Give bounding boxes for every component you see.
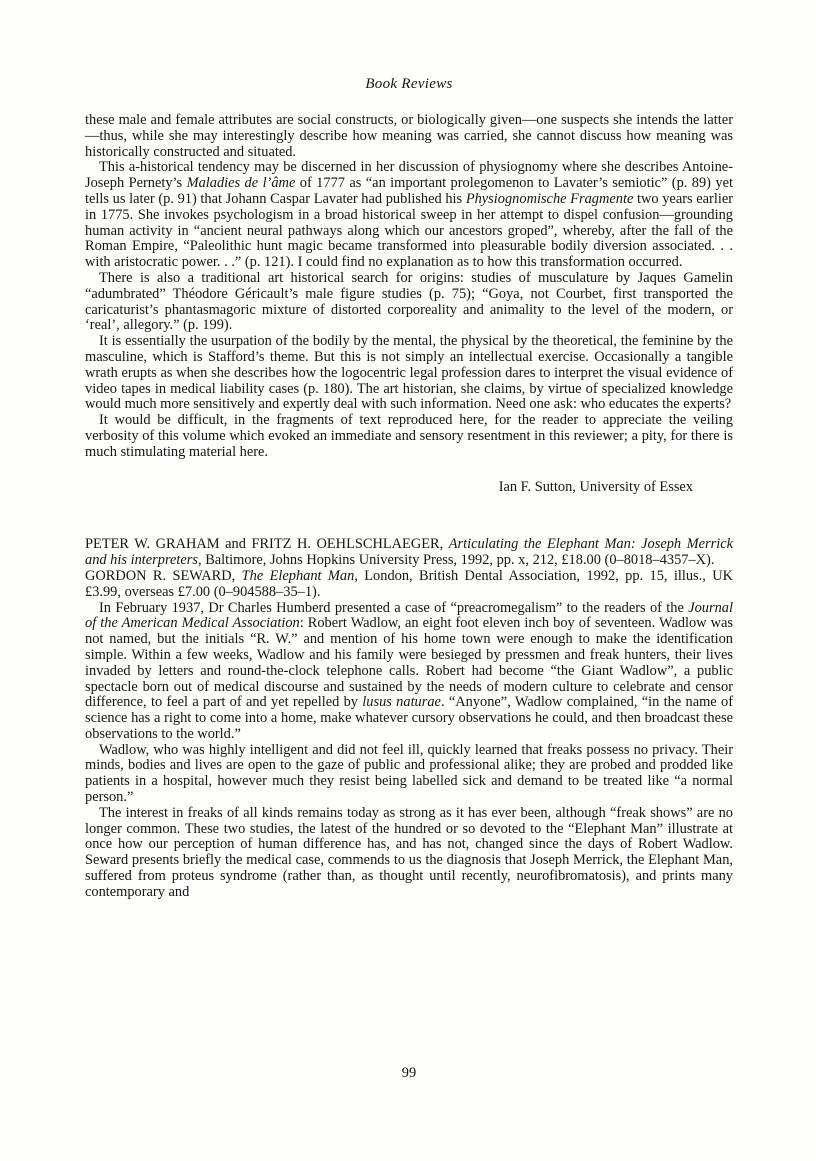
paragraph [85, 743, 733, 806]
text-run: It is essentially the usurpation of the bodily by the mental, the physical by the theoretical, the feminine by the masculine, which is Stafford’s theme. But this is not simply an intellectual exercise. Occasionally a tangible wrath erupts as when she describes how the logocentric legal profession dares to interpret the visual evidence of video tapes in medical liability cases (p. 180). The art historian, she claims, by virtue of specialized knowledge would much more sensitively and expertly deal with such information. Need one ask: who educates the experts? [85, 333, 733, 413]
book-citation [85, 537, 733, 569]
book-citation [85, 569, 733, 601]
text-run: Wadlow, who was highly intelligent and did not feel ill, quickly learned that freaks possess no privacy. Their minds, bodies and lives are open to the gaze of public and professional alike; they are probed and prodded like patients in a hospital, however much they resist being labelled sick and demand to be treated like “a normal person.” [85, 741, 733, 806]
italic-text-run: lusus naturae [362, 694, 441, 711]
paragraph [85, 271, 733, 334]
italic-text-run: Maladies de l’âme [186, 175, 296, 192]
text-run: two years earlier in 1775. She invokes psychologism in a broad historical sweep in her attempt to dispel confusion—grounding human activity in “ancient neural pathways along which our ancestors groped”, whereby, after the fall of the Roman Empire, “Paleolithic hunt magic became transformed into pleasurable bodily diversion associated. . . with aristocratic power. . .” (p. 121). I could find no explanation as to how this transformation occurred. [85, 190, 733, 271]
text-run: GORDON R. SEWARD, [85, 567, 242, 584]
paragraph [85, 334, 733, 413]
italic-text-run: Physiognomische Fragmente [465, 190, 634, 207]
paragraph [85, 113, 733, 160]
paragraph [85, 601, 733, 743]
text-run: . “Anyone”, Wadlow complained, “in the name of science has a right to come into a home, make whatever cursory observations he could, and then broadcast these observations to the world.” [85, 694, 733, 742]
paragraph [85, 160, 733, 271]
text-run: : Robert Wadlow, an eight foot eleven inch boy of seventeen. Wadlow was not named, but the initials “R. W.” and mention of his home town were enough to make the identification simple. Within a few weeks, Wadlow and his family were besieged by pressmen and freak hunters, their lives invaded by letters and round-the-clock telephone calls. Robert had become “the Giant Wadlow”, a public spectacle born out of medical discourse and sustained by the needs of modern culture to celebrate and censor difference, to feel a part of and yet repelled by [85, 615, 733, 711]
paragraph [85, 413, 733, 460]
text-run: The interest in freaks of all kinds remains today as strong as it has ever been, although “freak shows” are no longer common. These two studies, the latest of the hundred or so devoted to the “Elephant Man” illustrate at once how our perception of human difference has, and has not, changed since the days of Robert Wadlow. Seward presents briefly the medical case, commends to us the diagnosis that Joseph Merrick, the Elephant Man, suffered from proteus syndrome (rather than, as thought until recently, neurofibromatosis), and prints many contemporary and [85, 804, 733, 900]
running-head: Book Reviews [365, 76, 453, 92]
review-sutton [85, 113, 733, 495]
text-column [85, 76, 733, 901]
page-number: 99 [401, 1065, 417, 1081]
reviewer-signature: Ian F. Sutton, University of Essex [498, 478, 693, 495]
text-run: There is also a traditional art historical search for origins: studies of musculature by Jaques Gamelin “adumbrated” Théodore Géricault’s male figure studies (p. 75); “Goya, not Courbet, first transported the caricaturist’s phantasmagoric mixture of distorted corporeality and animality to the level of the modern, or ‘real’, allegory.” (p. 199). [85, 269, 733, 334]
italic-text-run: The Elephant Man [241, 567, 355, 584]
italic-text-run: Journal of the American Medical Association [85, 599, 733, 632]
text-run: , Baltimore, Johns Hopkins University Press, 1992, pp. x, 212, £18.00 (0–8018–4357–X). [198, 552, 715, 569]
text-run: , London, British Dental Association, 1992, pp. 15, illus., UK £3.99, overseas £7.00 (0–904588–35–1). [85, 567, 733, 600]
text-run: PETER W. GRAHAM and FRITZ H. OEHLSCHLAEGER, [85, 536, 449, 553]
text-run: It would be difficult, in the fragments of text reproduced here, for the reader to appreciate the veiling verbosity of this volume which evoked an immediate and sensory resentment in this reviewer; a pity, for there is much stimulating material here. [85, 412, 733, 460]
paragraph [85, 806, 733, 901]
review-elephant-man [85, 537, 733, 900]
text-run: these male and female attributes are social constructs, or biologically given—one suspects she intends the latter—thus, while she may interestingly describe how meaning was carried, she cannot discuss how meaning was historically constructed and situated. [85, 112, 733, 160]
text-run: In February 1937, Dr Charles Humberd presented a case of “preacromegalism” to the readers of the [99, 599, 689, 616]
text-run: This a-historical tendency may be discerned in her discussion of physiognomy where she describes Antoine-Joseph Pernety’s [85, 159, 733, 192]
italic-text-run: Articulating the Elephant Man: Joseph Merrick and his interpreters [85, 536, 733, 569]
text-run: of 1777 as “an important prolegomenon to Lavater’s semiotic” (p. 89) yet tells us later (p. 91) that Johann Caspar Lavater had published his [85, 175, 733, 207]
